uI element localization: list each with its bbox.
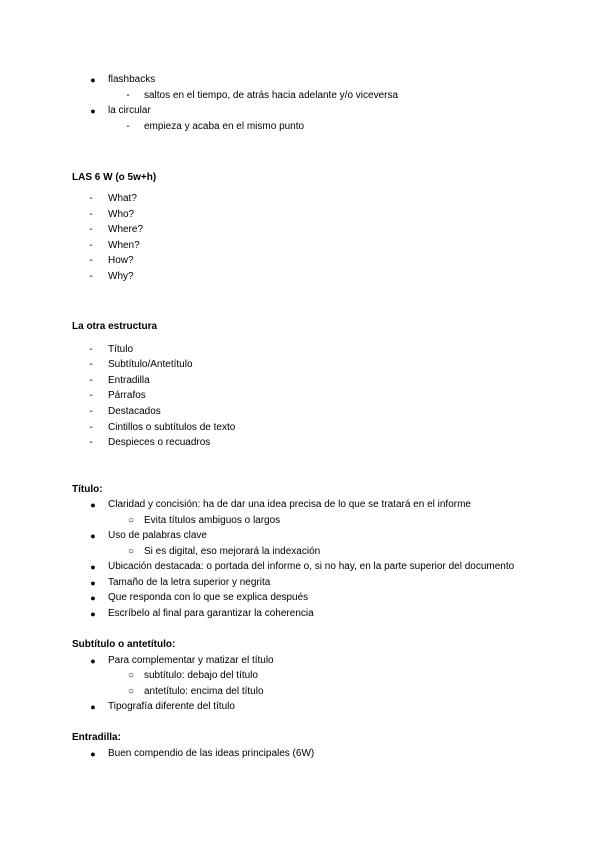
bullet-marker: ●: [90, 749, 96, 759]
list-item-text: Buen compendio de las ideas principales (6W): [108, 748, 315, 759]
section-heading: LAS 6 W (o 5w+h): [72, 172, 157, 183]
list-item-text: Who?: [108, 209, 135, 220]
list-subitem-text: antetítulo: encima del título: [144, 686, 264, 697]
section-heading: Título:: [72, 484, 103, 495]
bullet-marker: ●: [90, 609, 96, 619]
list-item-text: Where?: [108, 224, 144, 235]
list-item-text: Título: [108, 344, 134, 355]
list-item-text: Párrafos: [108, 390, 146, 401]
list-item-text: Why?: [108, 271, 134, 282]
list-item-text: Uso de palabras clave: [108, 530, 207, 541]
bullet-marker: ●: [90, 578, 96, 588]
dash-marker: -: [89, 209, 93, 220]
list-item-text: Tamaño de la letra superior y negrita: [108, 577, 271, 588]
dash-marker: -: [89, 390, 93, 401]
list-item-text: Ubicación destacada: o portada del informe o, si no hay, en la parte superior del documento: [108, 561, 515, 572]
list-item-text: What?: [108, 193, 137, 204]
list-item-text: Subtítulo/Antetítulo: [108, 359, 193, 370]
list-item-text: Para complementar y matizar el título: [108, 655, 274, 666]
list-subitem-text: subtítulo: debajo del título: [144, 670, 258, 681]
dash-marker: -: [89, 406, 93, 417]
list-subitem-text: saltos en el tiempo, de atrás hacia adelante y/o viceversa: [144, 90, 399, 101]
list-item-text: Claridad y concisión: ha de dar una idea precisa de lo que se tratará en el informe: [108, 499, 471, 510]
bullet-marker: ●: [90, 702, 96, 712]
list-item-text: Escríbelo al final para garantizar la coherencia: [108, 608, 314, 619]
list-item-text: Entradilla: [108, 375, 150, 386]
list-item-text: la circular: [108, 105, 151, 116]
dash-marker: -: [126, 121, 130, 132]
dash-marker: -: [89, 193, 93, 204]
dash-marker: -: [89, 375, 93, 386]
bullet-marker: ●: [90, 75, 96, 85]
dash-marker: -: [126, 90, 130, 101]
dash-marker: -: [89, 422, 93, 433]
dash-marker: -: [89, 359, 93, 370]
dash-marker: -: [89, 255, 93, 266]
section-heading: Subtítulo o antetítulo:: [72, 639, 176, 650]
dash-marker: -: [89, 271, 93, 282]
bullet-marker: ●: [90, 562, 96, 572]
bullet-marker: ●: [90, 593, 96, 603]
circle-marker: ○: [127, 546, 135, 557]
list-item-text: When?: [108, 240, 140, 251]
section-heading: La otra estructura: [72, 321, 158, 332]
circle-marker: ○: [127, 670, 135, 681]
list-item-text: How?: [108, 255, 134, 266]
dash-marker: -: [89, 344, 93, 355]
bullet-marker: ●: [90, 656, 96, 666]
list-item-text: Destacados: [108, 406, 161, 417]
list-subitem-text: Si es digital, eso mejorará la indexación: [144, 546, 321, 557]
list-item-text: flashbacks: [108, 74, 156, 85]
list-item-text: Despieces o recuadros: [108, 437, 211, 448]
circle-marker: ○: [127, 686, 135, 697]
dash-marker: -: [89, 224, 93, 235]
bullet-marker: ●: [90, 500, 96, 510]
dash-marker: -: [89, 240, 93, 251]
section-heading: Entradilla:: [72, 732, 121, 743]
list-item-text: Tipografía diferente del título: [108, 701, 235, 712]
circle-marker: ○: [127, 515, 135, 526]
list-subitem-text: empieza y acaba en el mismo punto: [144, 121, 305, 132]
list-item-text: Cintillos o subtítulos de texto: [108, 422, 236, 433]
dash-marker: -: [89, 437, 93, 448]
list-item-text: Que responda con lo que se explica después: [108, 592, 309, 603]
list-subitem-text: Evita títulos ambiguos o largos: [144, 515, 281, 526]
bullet-marker: ●: [90, 531, 96, 541]
bullet-marker: ●: [90, 106, 96, 116]
